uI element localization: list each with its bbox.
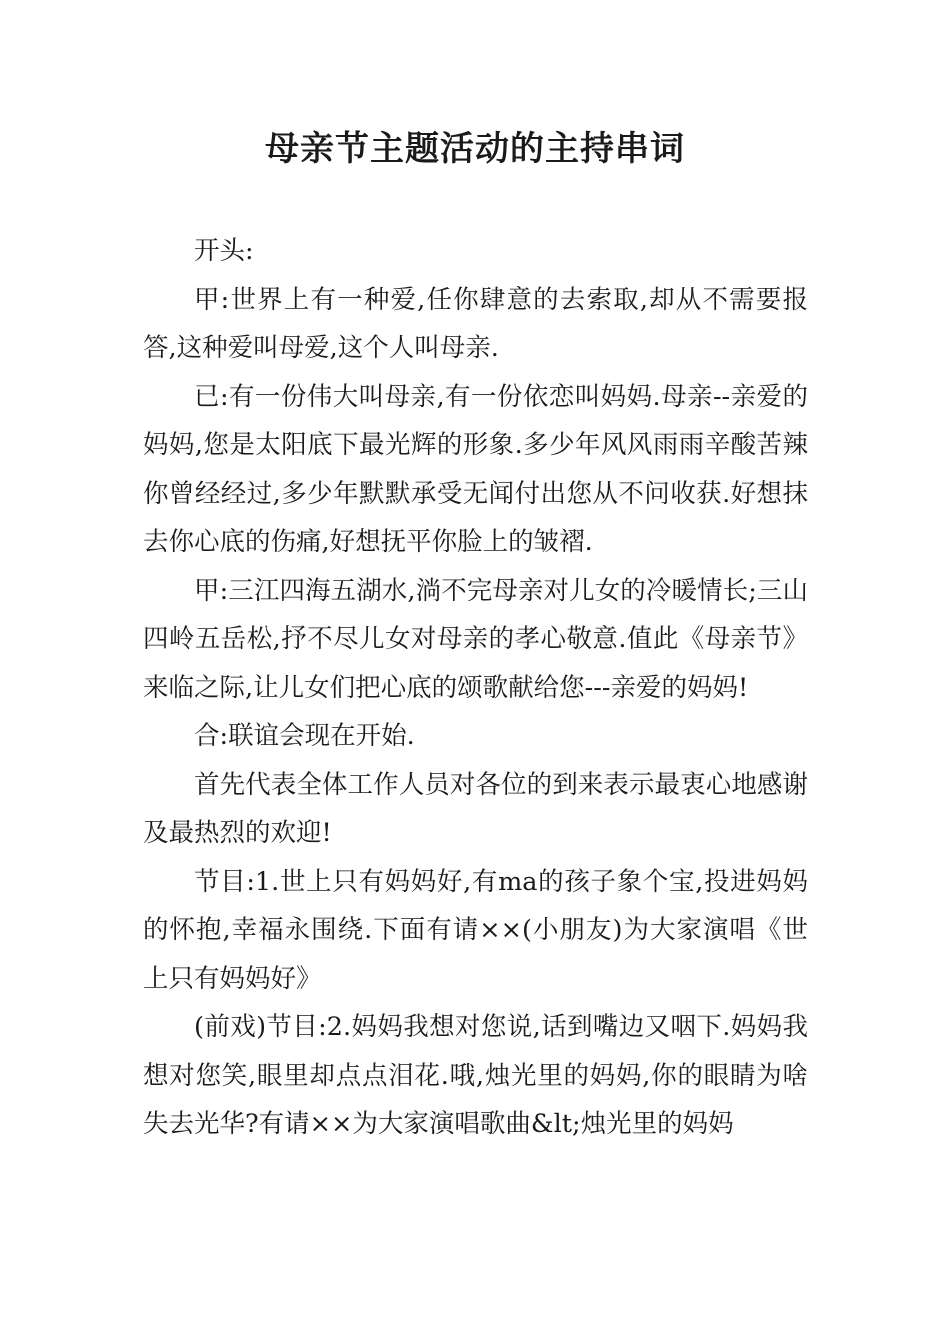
paragraph-welcome: 首先代表全体工作人员对各位的到来表示最衷心地感谢及最热烈的欢迎! (143, 769, 808, 848)
paragraph-program-1: 节目:1.世上只有妈妈好,有ma的孩子象个宝,投进妈妈的怀抱,幸福永围绕.下面有请××(小朋友)为大家演唱《世上只有妈妈好》 (143, 866, 808, 994)
paragraph-host-b-1: 已:有一份伟大叫母亲,有一份依恋叫妈妈.母亲--亲爱的妈妈,您是太阳底下最光辉的形象.多少年风风雨雨辛酸苦辣你曾经经过,多少年默默承受无闻付出您从不问收获.好想抹去你心底的伤痛,好想抚平你脸上的皱褶. (143, 381, 808, 557)
document-title: 母亲节主题活动的主持串词 (265, 129, 685, 169)
paragraph-host-a-1: 甲:世界上有一种爱,任你肆意的去索取,却从不需要报答,这种爱叫母爱,这个人叫母亲. (143, 284, 808, 363)
paragraph-opening: 开头: (194, 236, 254, 266)
paragraph-program-2: (前戏)节目:2.妈妈我想对您说,话到嘴边又咽下.妈妈我想对您笑,眼里却点点泪花.哦,烛光里的妈妈,你的眼睛为啥失去光华?有请××为大家演唱歌曲&lt;烛光里的妈妈 (143, 1012, 808, 1139)
paragraph-host-a-2: 甲:三江四海五湖水,淌不完母亲对儿女的冷暖情长;三山四岭五岳松,抒不尽儿女对母亲的孝心敬意.值此《母亲节》来临之际,让儿女们把心底的颂歌献给您---亲爱的妈妈! (143, 575, 808, 703)
document-body (143, 227, 808, 1149)
paragraph-together: 合:联谊会现在开始. (194, 721, 415, 751)
